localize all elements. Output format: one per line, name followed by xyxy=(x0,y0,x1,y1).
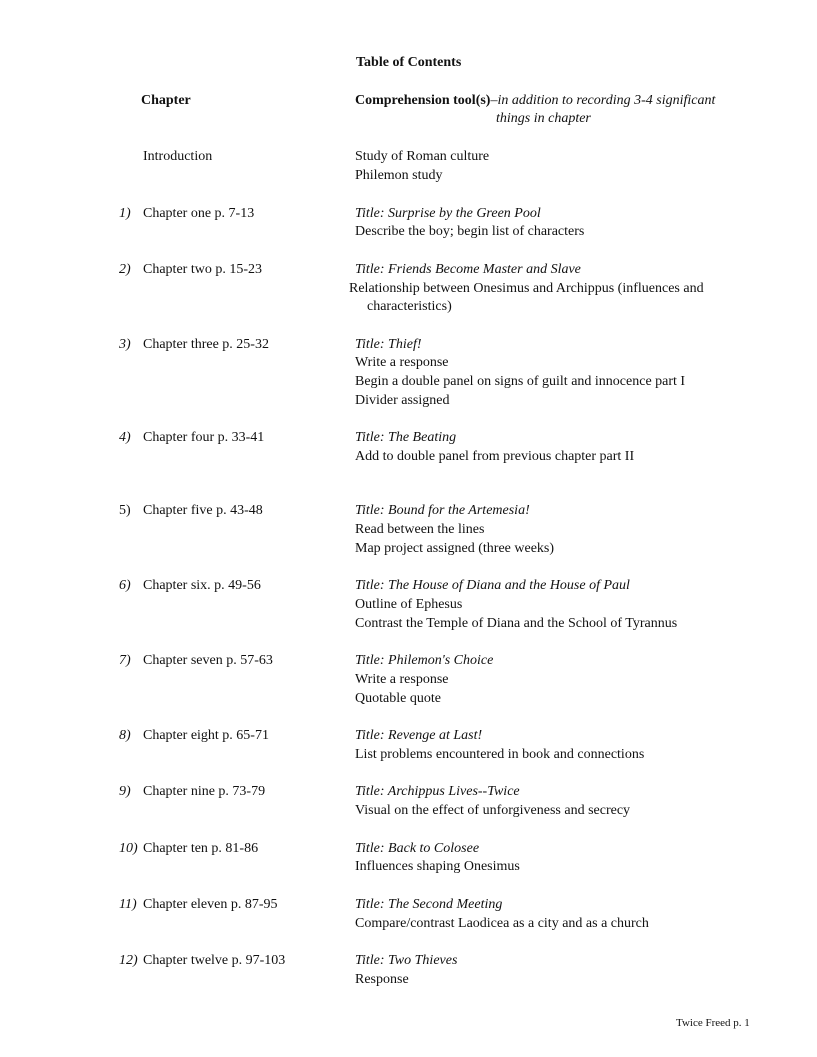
chapter-number: 9) xyxy=(119,784,131,799)
chapter-label: Chapter six. p. 49-56 xyxy=(143,578,261,593)
chapter-label: Chapter twelve p. 97-103 xyxy=(143,953,286,968)
intro-line: Study of Roman culture xyxy=(355,149,490,164)
chapter-label: Chapter one p. 7-13 xyxy=(143,206,255,221)
intro-line: Philemon study xyxy=(355,168,443,183)
chapter-number: 7) xyxy=(119,653,131,668)
chapter-title: Title: Two Thieves xyxy=(355,953,458,968)
chapter-tool-line: Begin a double panel on signs of guilt and innocence part I xyxy=(355,374,686,389)
page-footer: Twice Freed p. 1 xyxy=(676,1017,750,1029)
chapter-column-header: Chapter xyxy=(141,93,191,108)
chapter-tool-line: Add to double panel from previous chapter part II xyxy=(355,449,635,464)
chapter-number: 3) xyxy=(119,337,131,352)
chapter-tool-line: Visual on the effect of unforgiveness and secrecy xyxy=(355,803,631,818)
chapter-tool-line: Contrast the Temple of Diana and the School of Tyrannus xyxy=(355,616,678,631)
chapter-title: Title: Archippus Lives--Twice xyxy=(355,784,520,799)
chapter-number: 10) xyxy=(119,841,138,856)
chapter-tool-line: Compare/contrast Laodicea as a city and as a church xyxy=(355,916,649,931)
chapter-title: Title: Bound for the Artemesia! xyxy=(355,503,530,518)
chapter-tool-line: Response xyxy=(355,972,409,987)
tools-header-bold: Comprehension tool(s) xyxy=(355,93,491,108)
chapter-number: 11) xyxy=(119,897,137,912)
chapter-label: Chapter five p. 43-48 xyxy=(143,503,263,518)
chapter-number: 5) xyxy=(119,503,131,518)
chapter-label: Chapter ten p. 81-86 xyxy=(143,841,259,856)
tools-header-italic-line2: things in chapter xyxy=(496,111,591,126)
chapter-label: Chapter nine p. 73-79 xyxy=(143,784,266,799)
chapter-title: Title: The House of Diana and the House of Paul xyxy=(355,578,630,593)
chapter-label: Chapter two p. 15-23 xyxy=(143,262,262,277)
chapter-title: Title: Surprise by the Green Pool xyxy=(355,206,541,221)
chapter-number: 1) xyxy=(119,206,131,221)
chapter-tool-line: Relationship between Onesimus and Archippus (influences and xyxy=(349,281,704,296)
chapter-number: 8) xyxy=(119,728,131,743)
chapter-title: Title: Friends Become Master and Slave xyxy=(355,262,581,277)
chapter-title: Title: Back to Colosee xyxy=(355,841,480,856)
chapter-number: 4) xyxy=(119,430,131,445)
chapter-number: 6) xyxy=(119,578,131,593)
chapter-title: Title: The Beating xyxy=(355,430,457,445)
tools-header-italic: –in addition to recording 3-4 significant xyxy=(490,93,716,108)
page-title: Table of Contents xyxy=(356,55,462,70)
chapter-tool-line: Quotable quote xyxy=(355,691,441,706)
chapter-tool-line: Influences shaping Onesimus xyxy=(355,859,520,874)
chapter-title: Title: Revenge at Last! xyxy=(355,728,483,743)
chapter-tool-line: List problems encountered in book and connections xyxy=(355,747,645,762)
chapter-label: Chapter three p. 25-32 xyxy=(143,337,269,352)
chapter-tool-line: Read between the lines xyxy=(355,522,485,537)
chapter-tool-line: Write a response xyxy=(355,672,449,687)
chapter-number: 12) xyxy=(119,953,138,968)
chapter-title: Title: The Second Meeting xyxy=(355,897,503,912)
chapter-tool-line: Divider assigned xyxy=(355,393,450,408)
chapter-label: Chapter four p. 33-41 xyxy=(143,430,265,445)
chapter-tool-line: characteristics) xyxy=(367,299,452,314)
chapter-tool-line: Describe the boy; begin list of characters xyxy=(355,224,585,239)
chapter-label: Chapter seven p. 57-63 xyxy=(143,653,273,668)
chapter-title: Title: Philemon's Choice xyxy=(355,653,494,668)
chapter-number: 2) xyxy=(119,262,131,277)
tools-column-header xyxy=(355,91,715,110)
chapter-label: Chapter eight p. 65-71 xyxy=(143,728,269,743)
chapter-tool-line: Write a response xyxy=(355,355,449,370)
chapter-title: Title: Thief! xyxy=(355,337,422,352)
chapter-label: Chapter eleven p. 87-95 xyxy=(143,897,278,912)
chapter-tool-line: Outline of Ephesus xyxy=(355,597,463,612)
chapter-tool-line: Map project assigned (three weeks) xyxy=(355,541,555,556)
intro-label: Introduction xyxy=(143,149,213,164)
